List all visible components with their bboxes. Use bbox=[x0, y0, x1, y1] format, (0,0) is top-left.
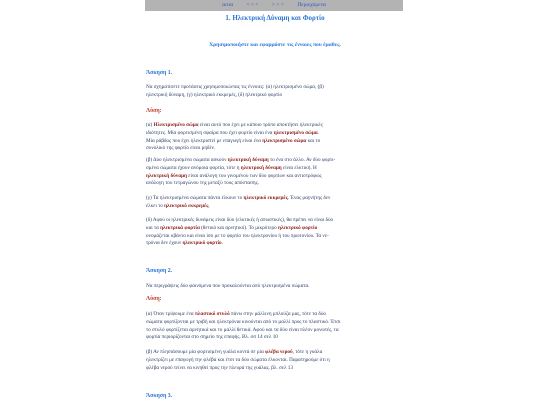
exercise-2-answer-a: (α) Όταν τρίψουμε ένα πλαστικό στυλό πάνω στην μάλλινη μπλούζα μας, τότε τα δύο σώματα φορτίζονται με τριβή και ηλεκτρόνια κινούνται από το μαλλί προς το πλαστικό. Έτσι το στυλό φορτίζεται αρνητικά και το μαλλί θετικά. Αφού και τα δύο είναι πλέον μονωτές, τα φορτία περιορίζονται στο σημείο της επαφής. Βλ. σσ 14 σελ 10 bbox=[146, 311, 341, 341]
page-title: 1. Ηλεκτρική Δύναμη και Φορτίο bbox=[225, 14, 325, 22]
exercise-1-answer-d: (δ) Αφού οι ηλεκτρικές δυνάμεις είναι δύο (ελκτικές ή απωστικές), θα πρέπει να είναι δύο και τα ηλεκτρικά φορτία (θετικό και αρνητικό). Το μικρότερο ηλεκτρικό φορτίο ονομάζεται κβάντο και είναι ίσο με το φορτίο του ηλεκτρονίου ή του πρωτονίου. Τα νε- τρόνια δεν έχουν ηλεκτρικό φορτίο. bbox=[146, 217, 334, 247]
exercise-2-question: Να περιγράψεις δύο φαινόμενα που προκαλούνται από ηλεκτρισμένα σώματα. bbox=[146, 283, 310, 289]
exercise-2-answer-b: (β) Αν πλησιάσουμε μία φορτισμένη γυάλα κοντά σε μία φλέβα νερού, τότε η γυάλα ηλεκτρίζει με επαγωγή την φλέβα και έτσι τα δύο σώματα έλκονται. Παρατηρούμε ότι η φλέβα νερού τείνει να κινηθεί προς την πλευρά της γυάλας. βλ. σελ 13 bbox=[146, 349, 330, 371]
exercise-1-solution-label: Λύση: bbox=[146, 108, 162, 114]
nav-link-contents[interactable]: Περιεχόμενα bbox=[297, 2, 326, 8]
nav-link-previous[interactable]: < < < bbox=[246, 2, 259, 8]
exercise-1-answer-a: (α) Ηλεκτρισμένο σώμα είναι αυτό που έχει με κάποιο τρόπο αποκτήσει ηλεκτρικές ιδιότητες. Μία φορτισμένη σφαίρα που έχει φορτίο είναι ένα ηλεκτρισμένο σώμα. Μία ράβδος που έχει ηλεκτριστεί με επαγωγή είναι ένα ηλεκτρισμένο σώμα και το συνολικό της φορτίο είναι μηδέν. bbox=[146, 122, 323, 152]
exercise-1-heading: Άσκηση 1. bbox=[146, 70, 173, 76]
nav-link-index[interactable]: αιτια bbox=[222, 2, 234, 8]
exercise-2-solution-label: Λύση: bbox=[146, 296, 162, 302]
exercise-2-heading: Άσκηση 2. bbox=[146, 268, 173, 274]
exercise-1-question: Να σχηματίσετε προτάσεις χρησιμοποιώντας τις έννοιες: (α) ηλεκτρισμένο σώμα, (β) ηλεκτρική δύναμη, (γ) ηλεκτρικό εκκρεμές, (δ) ηλεκτρικό φορτίο bbox=[146, 84, 324, 98]
top-navigation-bar bbox=[145, 0, 403, 11]
exercise-3-heading: Άσκηση 3. bbox=[146, 393, 173, 399]
page-subtitle: Χρησιμοποιήστε και εφαρμόστε τις έννοιες που έμαθες. bbox=[209, 42, 341, 48]
nav-link-next[interactable]: > > > bbox=[271, 2, 284, 8]
exercise-1-answer-b: (β) Δύο ηλεκτρισμένα σώματα ασκούν ηλεκτρική δύναμη το ένα στο άλλο. Αν δύο φορτι- σμένα σώματα έχουν ανόμοια φορτία, τότε η ηλεκτρική δύναμη είναι ελκτική. Η ηλεκτρική δύναμη είναι ανάλογη του γινομένου των δύο φορτίων και αντιστρόφως ανάλογη του τετραγώνου της μεταξύ τους απόστασης. bbox=[146, 157, 336, 187]
exercise-1-answer-c: (γ) Τα ηλεκτρισμένα σώματα πάντα έλκουν το ηλεκτρικό εκκρεμές. Ένας μαγνήτης δεν έλκει το ηλεκτρικό εκκρεμές. bbox=[146, 195, 331, 209]
